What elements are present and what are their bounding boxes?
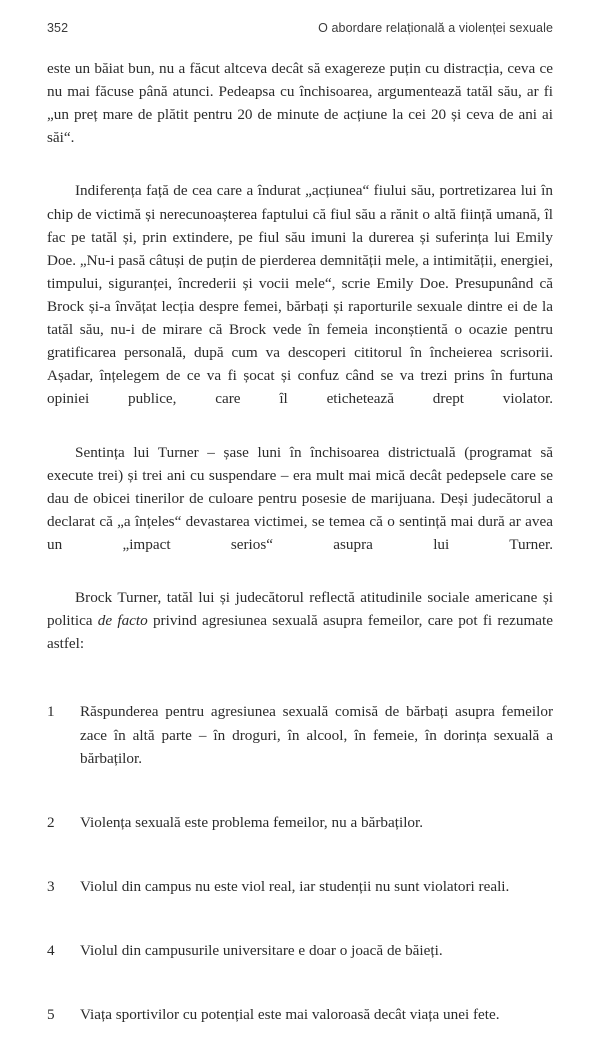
list-item-text: Răspunderea pentru agresiunea sexuală comisă de bărbați asupra femeilor zace în altă parte – în droguri, în alcool, în femeie, în dorința sexuală a bărbaților. <box>80 703 553 767</box>
list-item-number: 3 <box>47 878 55 895</box>
italic-phrase-de-facto: de facto <box>97 612 148 630</box>
paragraph-indifference: Indiferența față de cea care a îndurat „acțiunea“ fiului său, portretizarea lui în chip de victimă și nerecunoașterea faptului că fiul său a rănit o altă ființă umană, îl fac pe tatăl și, prin extindere, pe fiul său imuni la durerea și suferința lui Emily Doe. „Nu-i pasă câtuși de puțin de pierderea demnității mele, a intimității, energiei, timpului, siguranței, încrederii și vocii mele“, scrie Emily Doe. Presupunând că Brock și-a învățat lecția despre femei, bărbați și raporturile sexuale dintre ei de la tatăl său, nu-i de mirare că Brock vede în femeia inconștientă o ocazie pentru gratificarea personală, după cum va descoperi cititorul în încheierea scrisorii. Așadar, înțelegem de ce va fi șocat și confuz când se va trezi prins în furtuna opiniei publice, care îl etichetează drept violator. <box>47 182 553 408</box>
text-block <box>47 57 553 1050</box>
paragraph-attitudes-before-italic: Brock Turner, tatăl lui și judecătorul reflectă atitudinile sociale americane și politica <box>47 589 553 630</box>
page-number: 352 <box>47 21 69 35</box>
list-item-text: Viața sportivilor cu potențial este mai valoroasă decât viața unei fete. <box>80 1006 500 1024</box>
running-head <box>47 21 553 41</box>
paragraph-attitudes-after-italic: privind agresiunea sexuală asupra femeilor, care pot fi rezumate astfel: <box>47 612 553 653</box>
list-item <box>47 811 553 857</box>
paragraph-sentence: Sentința lui Turner – șase luni în închisoarea districtuală (programat să execute trei) și trei ani cu suspendare – era mult mai mică decât pedepsele care se dau de obicei tinerilor de culoare pentru posesie de marijuana. Deși judecătorul a declarat că „a înțeles“ devastarea victimei, se temea că o sentință mai dură ar avea un „impact serios“ asupra lui Turner. <box>47 443 553 553</box>
list-item-text: Violența sexuală este problema femeilor, nu a bărbaților. <box>80 813 424 831</box>
list-item-number: 5 <box>47 1006 55 1024</box>
list-item <box>47 700 553 792</box>
list-item <box>47 939 553 985</box>
paragraph-continuation: este un băiat bun, nu a făcut altceva decât să exagereze puțin cu distracția, ceva ce nu mai făcuse până atunci. Pedeapsa cu închisoarea, argumentează tatăl său, ar fi „un preț mare de plătit pentru 20 de minute de acțiune la cei 20 și ceva de ani ai săi“. <box>47 60 553 147</box>
list-item-number: 4 <box>47 942 55 960</box>
list-item <box>47 1003 553 1049</box>
paragraph-attitudes <box>47 586 553 678</box>
list-item-number: 2 <box>47 813 55 831</box>
list-item-text: Violul din campus nu este viol real, iar studenții nu sunt violatori reali. <box>80 878 510 895</box>
list-item-text: Violul din campusurile universitare e doar o joacă de băieți. <box>80 942 443 960</box>
list-item <box>47 875 553 921</box>
list-item-number: 1 <box>47 703 55 721</box>
numbered-list <box>47 700 553 1049</box>
running-title: O abordare relațională a violenței sexuale <box>318 21 553 35</box>
